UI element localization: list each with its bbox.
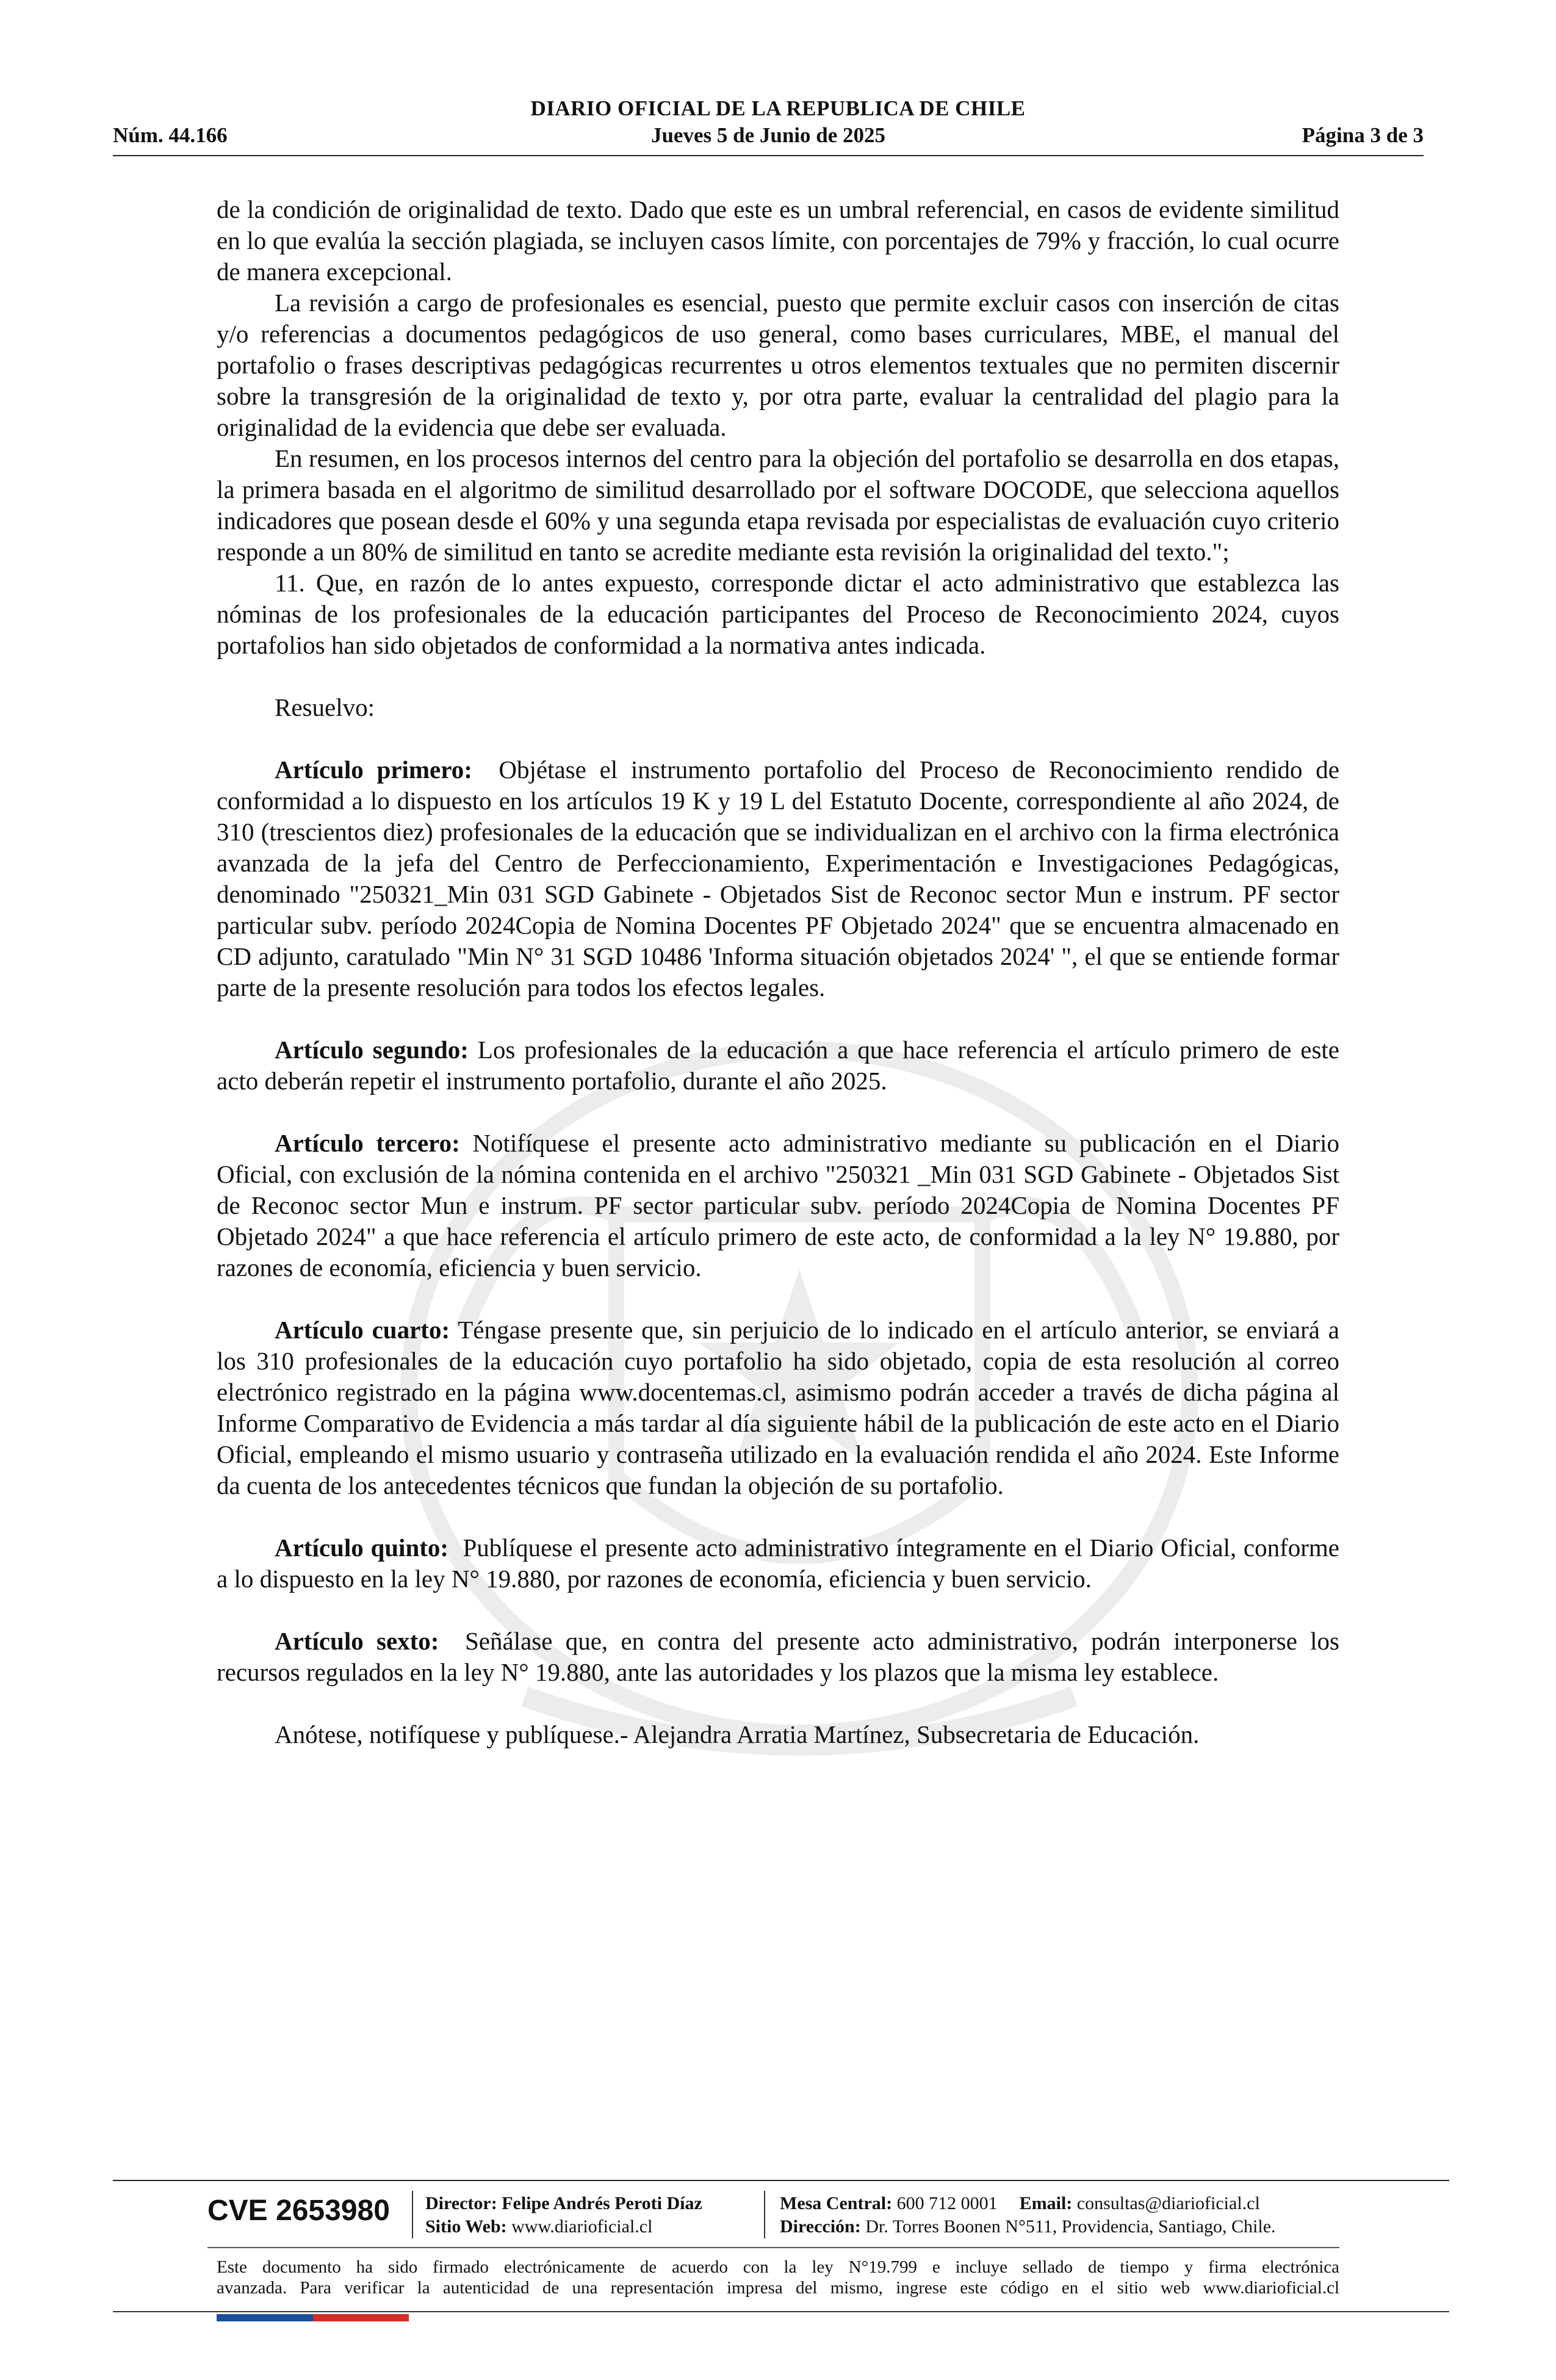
page-indicator: Página 3 de 3: [1302, 123, 1424, 147]
website-link[interactable]: www.diarioficial.cl: [511, 2216, 653, 2237]
article-1-text: Objétase el instrumento portafolio del Proceso de Reconocimiento rendido de conformidad a lo dispuesto en los artículos 19 K y 19 L del Estatuto Docente, correspondiente al año 2024, de 310 (trescientos diez) profesionales de la educación que se individualizan en el archivo con la firma electrónica avanzada de la jefa del Centro de Perfeccionamiento, Experimentación e Investigaciones Pedagógicas, denominado "250321_Min 031 SGD Gabinete - Objetados Sist de Reconoc sector Mun e instrum. PF sector particular subv. período 2024Copia de Nomina Docentes PF Objetado 2024" que se encuentra almacenado en CD adjunto, caratulado "Min N° 31 SGD 10486 'Informa situación objetados 2024' ", el que se entiende formar parte de la presente resolución para todos los efectos legales.: [217, 755, 1339, 1001]
flag-blue-segment: [217, 2314, 313, 2321]
signature-notice-line-2: avanzada. Para verificar la autenticidad de una representación impresa del mismo, ingrese este código en el sitio web www.diarioficial.cl: [217, 2278, 1339, 2298]
article-1-label: Artículo primero:: [275, 755, 472, 784]
closing-signature: Anótese, notifíquese y publíquese.- Alejandra Arratia Martínez, Subsecretaria de Educación.: [275, 1720, 1200, 1748]
footer-contact-left: [425, 2192, 702, 2238]
footer-separator: [412, 2191, 413, 2238]
address-label: Dirección:: [780, 2216, 861, 2237]
article-5-label: Artículo quinto:: [275, 1534, 449, 1562]
header-row: [113, 123, 1424, 150]
signature-notice: [217, 2257, 1339, 2298]
issue-date: Jueves 5 de Junio de 2025: [650, 123, 886, 147]
footer-divider-bottom: [113, 2311, 1449, 2312]
director-name: Felipe Andrés Peroti Díaz: [502, 2193, 702, 2213]
article-6-label: Artículo sexto:: [275, 1627, 439, 1655]
issue-number: Núm. 44.166: [113, 123, 228, 147]
paragraph-review: La revisión a cargo de profesionales es esencial, puesto que permite excluir casos con inserción de citas y/o referencias a documentos pedagógicos de uso general, como bases curriculares, MBE, el manual del portafolio o frases descriptivas pedagógicas recurrentes u otros elementos textuales que no permiten discernir sobre la transgresión de la originalidad de texto y, por otra parte, evaluar la centralidad del plagio para la originalidad de la evidencia que debe ser evaluada.: [217, 289, 1339, 441]
flag-red-segment: [313, 2314, 409, 2321]
footer-divider-middle: [207, 2247, 1339, 2248]
article-2-label: Artículo segundo:: [275, 1036, 469, 1064]
article-4: [217, 1314, 1339, 1501]
article-2: [217, 1034, 1339, 1097]
article-4-label: Artículo cuarto:: [275, 1316, 450, 1344]
paragraph-summary: En resumen, en los procesos internos del centro para la objeción del portafolio se desarrolla en dos etapas, la primera basada en el algoritmo de similitud desarrollado por el software DOCODE, que selecciona aquellos indicadores que posean desde el 60% y una segunda etapa revisada por especialistas de evaluación cuyo criterio responde a un 80% de similitud en tanto se acredite mediante esta revisión la originalidad del texto.";: [217, 444, 1339, 566]
article-3-text: Notifíquese el presente acto administrativo mediante su publicación en el Diario Oficial, con exclusión de la nómina contenida en el archivo "250321 _Min 031 SGD Gabinete - Objetados Sist de Reconoc sector Mun e instrum. PF sector particular subv. período 2024Copia de Nomina Docentes PF Objetado 2024" a que hace referencia el artículo primero de este acto, de conformidad a la ley N° 19.880, por razones de economía, eficiencia y buen servicio.: [217, 1129, 1340, 1282]
phone-label: Mesa Central:: [780, 2193, 893, 2213]
article-1: [217, 754, 1339, 1003]
email-label: Email:: [1019, 2193, 1073, 2213]
email-link[interactable]: consultas@diarioficial.cl: [1076, 2193, 1260, 2213]
article-6: [217, 1626, 1339, 1688]
flag-stripe: [217, 2314, 409, 2321]
phone-number: 600 712 0001: [896, 2193, 998, 2213]
article-5: [217, 1532, 1339, 1595]
document-body: [217, 194, 1339, 1750]
article-3: [217, 1128, 1339, 1283]
resuelvo-heading: Resuelvo:: [275, 693, 375, 721]
article-5-text: Publíquese el presente acto administrativo íntegramente en el Diario Oficial, conforme a lo dispuesto en la ley N° 19.880, por razones de economía, eficiencia y buen servicio.: [217, 1534, 1340, 1593]
article-6-text: Señálase que, en contra del presente acto administrativo, podrán interponerse los recursos regulados en la ley N° 19.880, ante las autoridades y los plazos que la misma ley establece.: [217, 1627, 1340, 1686]
article-2-text: Los profesionales de la educación a que hace referencia el artículo primero de este acto deberán repetir el instrumento portafolio, durante el año 2025.: [217, 1036, 1340, 1095]
signature-notice-line-1: Este documento ha sido firmado electrónicamente de acuerdo con la ley N°19.799 e incluye sellado de tiempo y firma electrónica: [217, 2257, 1339, 2277]
footer-separator: [764, 2191, 765, 2238]
paragraph-continuation: de la condición de originalidad de texto. Dado que este es un umbral referencial, en casos de evidente similitud en lo que evalúa la sección plagiada, se incluyen casos límite, con porcentajes de 79% y fracción, lo cual ocurre de manera excepcional.: [217, 195, 1339, 286]
footer-contact-right: [780, 2192, 1276, 2238]
article-3-label: Artículo tercero:: [275, 1129, 460, 1157]
cve-code: CVE 2653980: [207, 2194, 390, 2227]
journal-title: DIARIO OFICIAL DE LA REPUBLICA DE CHILE: [530, 96, 1026, 120]
website-label: Sitio Web:: [425, 2216, 507, 2237]
address-text: Dr. Torres Boonen N°511, Providencia, Santiago, Chile.: [865, 2216, 1276, 2237]
header-divider: [113, 155, 1424, 156]
director-label: Director:: [425, 2193, 497, 2213]
footer-divider-top: [113, 2180, 1449, 2181]
paragraph-considerando-11: 11. Que, en razón de lo antes expuesto, corresponde dictar el acto administrativo que establezca las nóminas de los profesionales de la educación participantes del Proceso de Reconocimiento 2024, cuyos portafolios han sido objetados de conformidad a la normativa antes indicada.: [217, 569, 1339, 659]
article-4-text: Téngase presente que, sin perjuicio de lo indicado en el artículo anterior, se enviará a los 310 profesionales de la educación cuyo portafolio ha sido objetado, copia de esta resolución al correo electrónico registrado en la página www.docentemas.cl, asimismo podrán acceder a través de dicha página al Informe Comparativo de Evidencia a más tardar al día siguiente hábil de la publicación de este acto en el Diario Oficial, empleando el mismo usuario y contraseña utilizado en la evaluación rendida el año 2024. Este Informe da cuenta de los antecedentes técnicos que fundan la objeción de su portafolio.: [217, 1316, 1340, 1499]
